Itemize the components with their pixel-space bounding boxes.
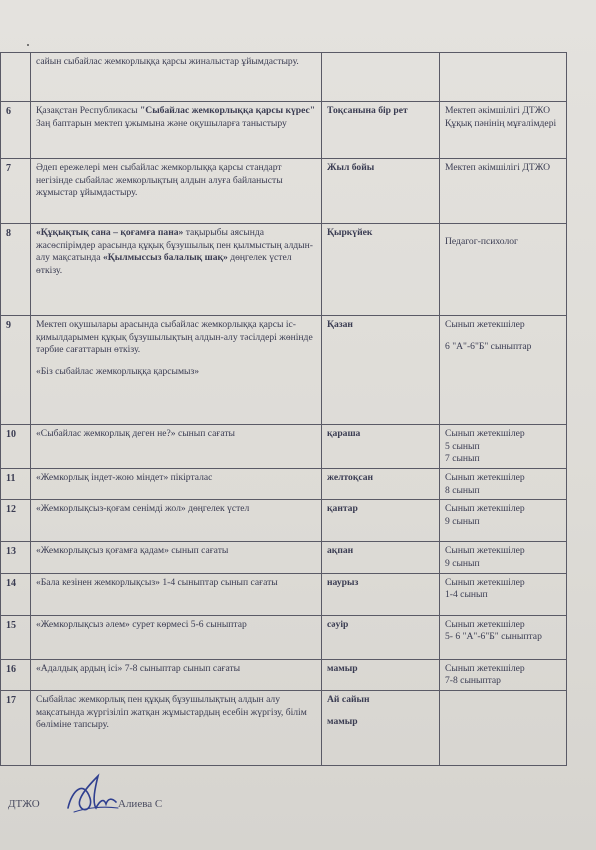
deadline-cell: [322, 690, 440, 765]
deadline-cell: мамыр: [322, 659, 440, 690]
responsible-text: 5- 6 "А"-6"Б" сыныптар: [445, 631, 542, 643]
responsible-text: 7 сынып: [445, 453, 480, 465]
responsible-text: Сынып жетекшілер: [445, 503, 525, 515]
responsible-text: Педагог-психолог: [445, 236, 518, 247]
row-number: 10: [1, 425, 31, 469]
deadline-text: Ай сайын: [327, 693, 370, 705]
deadline-cell: Қыркүйек: [322, 224, 440, 316]
deadline-cell: Қазан: [322, 316, 440, 425]
responsible-text: Сынып жетекшілер: [445, 319, 525, 330]
deadline-cell: сәуір: [322, 615, 440, 659]
event-bold-text: «Құқықтық сана – қоғамға пана»: [36, 227, 184, 238]
table-row: [1, 53, 567, 102]
responsible-text: 8 сынып: [445, 484, 480, 496]
signature-image: [62, 768, 122, 824]
table-row: [1, 468, 567, 499]
footer-org: ДТЖО: [8, 798, 40, 810]
event-cell: [31, 102, 322, 159]
row-number: 7: [1, 159, 31, 224]
footer-signee: Алиева С: [118, 798, 163, 810]
responsible-text: Сынып жетекшілер: [445, 545, 525, 557]
row-number: 8: [1, 224, 31, 316]
event-bold-text: "Сыбайлас жемкорлыққа қарсы күрес": [139, 105, 316, 116]
responsible-cell: [440, 224, 567, 316]
deadline-cell: Жыл бойы: [322, 159, 440, 224]
row-number: 16: [1, 659, 31, 690]
responsible-text: Сынып жетекшілер: [445, 428, 525, 439]
event-bold-text: «Қылмыссыз балалық шақ»: [102, 252, 228, 264]
responsible-text: Сынып жетекшілер: [445, 576, 525, 588]
event-cell: «Жемкорлық індет-жою міндет» пікірталас: [31, 468, 322, 499]
responsible-text: 6 "А"-6"Б" сыныптар: [445, 340, 532, 352]
responsible-text: 9 сынып: [445, 515, 480, 527]
responsible-cell: [440, 53, 567, 102]
responsible-cell: [440, 615, 567, 659]
responsible-text: 5 сынып: [445, 440, 480, 452]
event-cell: Әдеп ережелері мен сыбайлас жемкорлыққа қарсы стандарт негізінде сыбайлас жемкорлықтың алдын алуға байланысты жұмыстар ұйымдастыру.: [31, 159, 322, 224]
event-cell: «Бала кезінен жемкорлықсыз» 1-4 сыныптар сынып сағаты: [31, 573, 322, 615]
deadline-cell: желтоқсан: [322, 468, 440, 499]
deadline-cell: қантар: [322, 500, 440, 542]
responsible-cell: [440, 573, 567, 615]
row-number: 17: [1, 690, 31, 765]
row-number: 6: [1, 102, 31, 159]
responsible-cell: [440, 690, 567, 765]
table-row: [1, 224, 567, 316]
responsible-cell: [440, 659, 567, 690]
responsible-cell: Мектеп әкімшілігі ДТЖО Құқық пәнінің мұғалімдері: [440, 102, 567, 159]
deadline-cell: наурыз: [322, 573, 440, 615]
table-row: [1, 542, 567, 573]
table-row: [1, 615, 567, 659]
deadline-cell: қараша: [322, 425, 440, 469]
event-cell: Сыбайлас жемкорлық пен құқық бұзушылықтың алдын алу мақсатында жүргізіліп жатқан жұмыстардың есебін жүргізу, білім бөліміне тапсыру.: [31, 690, 322, 765]
table-row: [1, 573, 567, 615]
responsible-cell: [440, 425, 567, 469]
event-cell: [31, 224, 322, 316]
table-row: [1, 102, 567, 159]
action-plan-table: [0, 52, 567, 766]
event-text: Мектеп оқушылары арасында сыбайлас жемкорлыққа қарсы іс-қимылдарымен құқық бұзушылықтың алдын-алу тәсілдері жөнінде тәрбие сағаттарын өткізу.: [36, 319, 313, 356]
responsible-text: 9 сынып: [445, 557, 480, 569]
row-number: 14: [1, 573, 31, 615]
responsible-cell: [440, 316, 567, 425]
responsible-text: Сынып жетекшілер: [445, 471, 525, 483]
row-number: 15: [1, 615, 31, 659]
row-number: 12: [1, 500, 31, 542]
event-cell: «Сыбайлас жемкорлық деген не?» сынып сағаты: [31, 425, 322, 469]
responsible-cell: [440, 468, 567, 499]
event-cell: «Адалдық ардың ісі» 7-8 сыныптар сынып сағаты: [31, 659, 322, 690]
table-row: [1, 316, 567, 425]
table-row: [1, 690, 567, 765]
event-text: тақырыбы аясында жасөспірімдер арасында құқық бұзушылық пен қылмыстың алдын-алу мақсатында: [36, 227, 313, 264]
deadline-cell: Тоқсанына бір рет: [322, 102, 440, 159]
responsible-cell: [440, 500, 567, 542]
responsible-text: 1-4 сынып: [445, 589, 488, 601]
responsible-text: Сынып жетекшілер: [445, 662, 525, 674]
deadline-cell: [322, 53, 440, 102]
deadline-text: мамыр: [327, 715, 358, 727]
event-text: Заң баптарын мектеп ұжымына және оқушыларға таныстыру: [36, 117, 287, 129]
table-row: [1, 159, 567, 224]
row-number: 13: [1, 542, 31, 573]
row-number: [1, 53, 31, 102]
event-text: «Біз сыбайлас жемкорлыққа қарсымыз»: [36, 365, 200, 377]
table-row: [1, 659, 567, 690]
deadline-cell: ақпан: [322, 542, 440, 573]
responsible-text: 7-8 сыныптар: [445, 675, 501, 687]
row-number: 9: [1, 316, 31, 425]
event-text: дөңгелек үстел өткізу.: [36, 252, 292, 276]
event-cell: «Жемкорлықсыз әлем» сурет көрмесі 5-6 сыныптар: [31, 615, 322, 659]
event-text: Қазақстан Республикасы: [36, 105, 140, 116]
responsible-cell: Мектеп әкімшілігі ДТЖО: [440, 159, 567, 224]
table-row: [1, 425, 567, 469]
page-mark: [27, 44, 29, 46]
row-number: 11: [1, 468, 31, 499]
event-cell: сайын сыбайлас жемкорлыққа қарсы жиналыстар ұйымдастыру.: [31, 53, 322, 102]
responsible-text: Сынып жетекшілер: [445, 618, 525, 630]
event-cell: «Жемкорлықсыз-қоғам сенімді жол» дөңгелек үстел: [31, 500, 322, 542]
event-cell: «Жемкорлықсыз қоғамға қадам» сынып сағаты: [31, 542, 322, 573]
responsible-cell: [440, 542, 567, 573]
event-cell: [31, 316, 322, 425]
table-row: [1, 500, 567, 542]
